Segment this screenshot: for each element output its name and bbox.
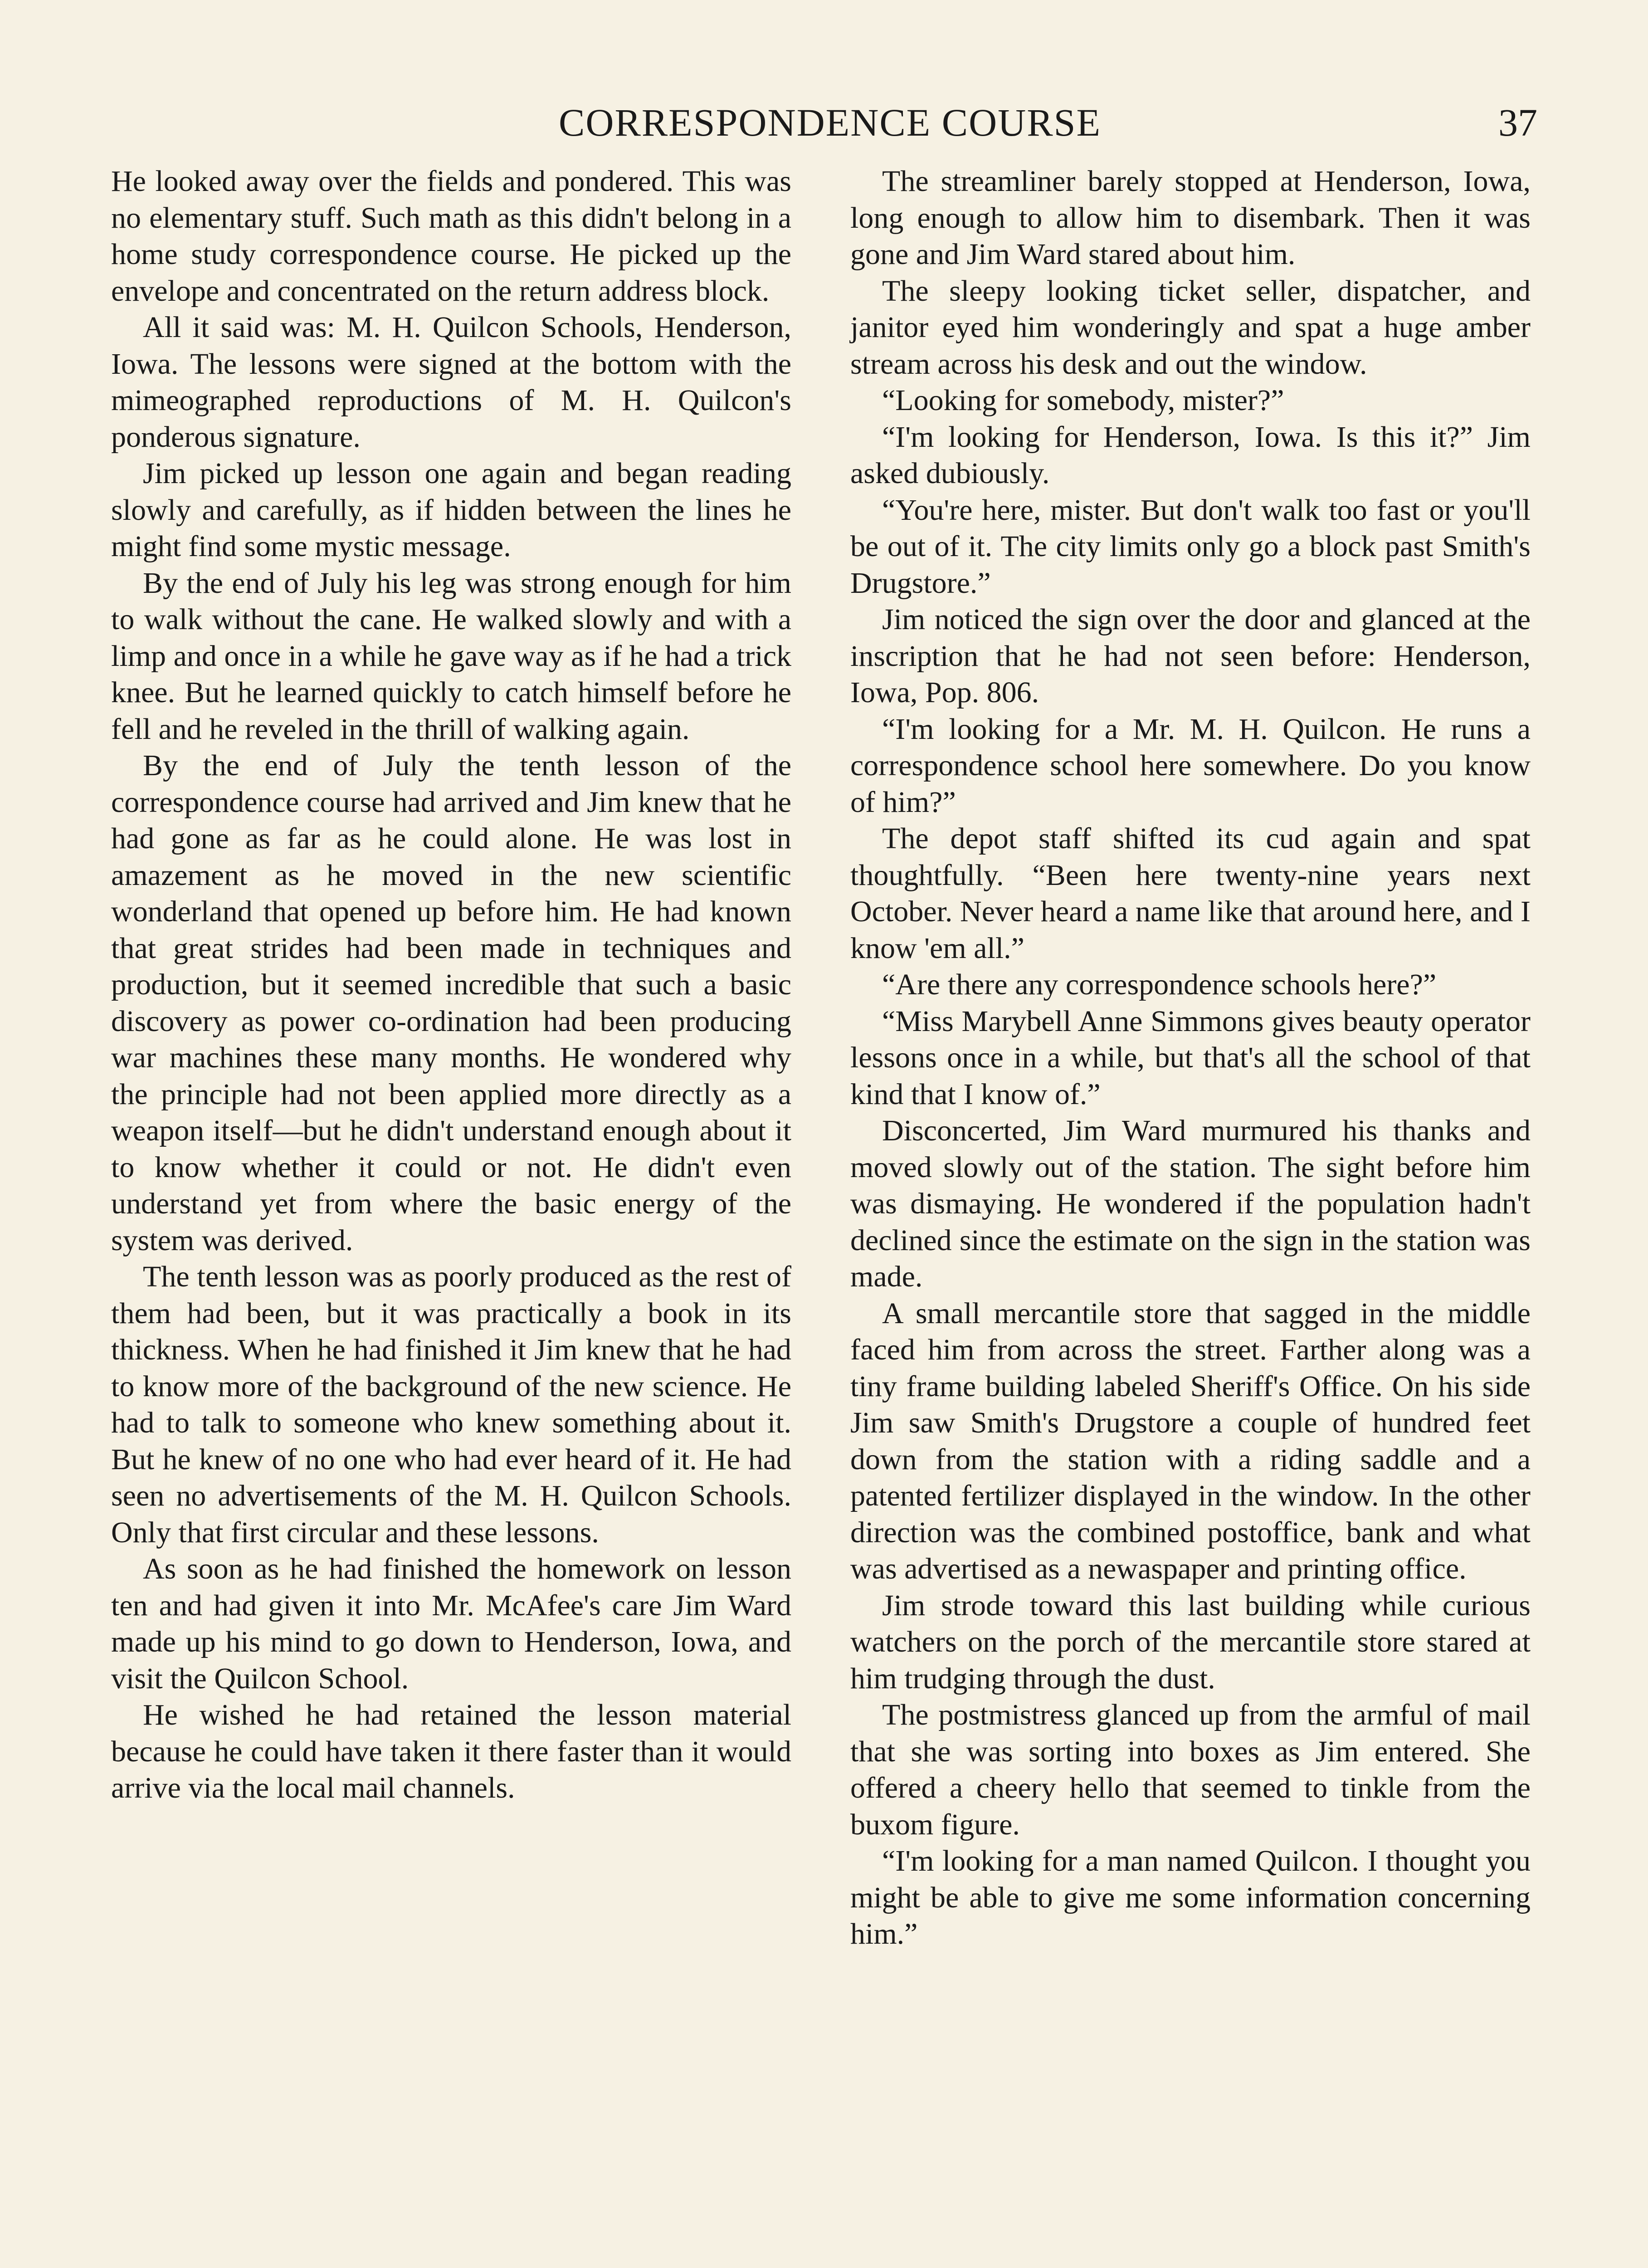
paragraph: “I'm looking for Henderson, Iowa. Is this it?” Jim asked dubiously. (850, 420, 1531, 490)
paragraph: By the end of July the tenth lesson of the correspondence course had arrived and Jim knew that he had gone as far as he could alone. He was lost in amazement as he moved in the new scientific wonderland that opened up before him. He had known that great strides had been made in techniques and production, but it seemed incredible that such a basic discovery as power co-ordination had been producing war machines these many months. He wondered why the principle had not been applied more directly as a weapon itself—but he didn't understand enough about it to know whether it could or not. He didn't even understand yet from where the basic energy of the system was derived. (111, 749, 791, 1257)
running-title: CORRESPONDENCE COURSE (558, 101, 1102, 144)
paragraph: “I'm looking for a man named Quilcon. I thought you might be able to give me some information concerning him.” (850, 1844, 1531, 1950)
paragraph: A small mercantile store that sagged in the middle faced him from across the street. Farther along was a tiny frame building labeled Sheriff's Office. On his side Jim saw Smith's Drugstore a couple of hundred feet down from the station with a riding saddle and a patented fertilizer displayed in the window. In the other direction was the combined postoffice, bank and what was advertised as a newaspaper and printing office. (850, 1296, 1531, 1585)
paragraph: “I'm looking for a Mr. M. H. Quilcon. He runs a correspondence school here somewhere. Do you know of him?” (850, 712, 1531, 819)
paragraph: He wished he had retained the lesson material because he could have taken it there faster than it would arrive via the local mail channels. (111, 1698, 791, 1804)
paragraph: The streamliner barely stopped at Henderson, Iowa, long enough to allow him to disembark. Then it was gone and Jim Ward stared about him. (850, 165, 1531, 271)
paragraph: Jim strode toward this last building while curious watchers on the porch of the mercantile store stared at him trudging through the dust. (850, 1589, 1531, 1695)
paragraph: By the end of July his leg was strong enough for him to walk without the cane. He walked slowly and with a limp and once in a while he gave way as if he had a trick knee. But he learned quickly to catch himself before he fell and he reveled in the thrill of walking again. (111, 566, 791, 746)
running-head (122, 98, 1537, 147)
paragraph: All it said was: M. H. Quilcon Schools, Henderson, Iowa. The lessons were signed at the bottom with the mimeographed reproductions of M. H. Quilcon's ponderous signature. (111, 311, 791, 454)
paragraph: Disconcerted, Jim Ward murmured his thanks and moved slowly out of the station. The sight before him was dismaying. He wondered if the population hadn't declined since the estimate on the sign in the station was made. (850, 1114, 1531, 1293)
paragraph: Jim noticed the sign over the door and glanced at the inscription that he had not seen before: Henderson, Iowa, Pop. 806. (850, 603, 1531, 709)
paragraph: The sleepy looking ticket seller, dispatcher, and janitor eyed him wonderingly and spat a huge amber stream across his desk and out the window. (850, 274, 1531, 381)
paragraph: “Are there any correspondence schools here?” (882, 968, 1437, 1001)
paragraph: Jim picked up lesson one again and began reading slowly and carefully, as if hidden between the lines he might find some mystic message. (111, 457, 791, 563)
page-number: 37 (1498, 101, 1537, 144)
paragraph: As soon as he had finished the homework on lesson ten and had given it into Mr. McAfee's care Jim Ward made up his mind to go down to Henderson, Iowa, and visit the Quilcon School. (111, 1552, 791, 1695)
paragraph: The depot staff shifted its cud again and spat thoughtfully. “Been here twenty-nine years next October. Never heard a name like that around here, and I know 'em all.” (850, 822, 1531, 965)
paragraph: “You're here, mister. But don't walk too fast or you'll be out of it. The city limits only go a block past Smith's Drugstore.” (850, 493, 1531, 600)
paragraph: The tenth lesson was as poorly produced as the rest of them had been, but it was practically a book in its thickness. When he had finished it Jim knew that he had to know more of the background of the new science. He had to talk to someone who knew something about it. But he knew of no one who had ever heard of it. He had seen no advertisements of the M. H. Quilcon Schools. Only that first circular and these lessons. (111, 1260, 791, 1549)
left-column (111, 163, 791, 1807)
paragraph: He looked away over the fields and pondered. This was no elementary stuff. Such math as this didn't belong in a home study correspondence course. He picked up the envelope and concentrated on the return address block. (111, 165, 791, 308)
right-column (850, 163, 1531, 1953)
paragraph: The postmistress glanced up from the armful of mail that she was sorting into boxes as Jim entered. She offered a cheery hello that seemed to tinkle from the buxom figure. (850, 1698, 1531, 1841)
paragraph: “Miss Marybell Anne Simmons gives beauty operator lessons once in a while, but that's all the school of that kind that I know of.” (850, 1004, 1531, 1111)
paragraph: “Looking for somebody, mister?” (882, 384, 1284, 417)
